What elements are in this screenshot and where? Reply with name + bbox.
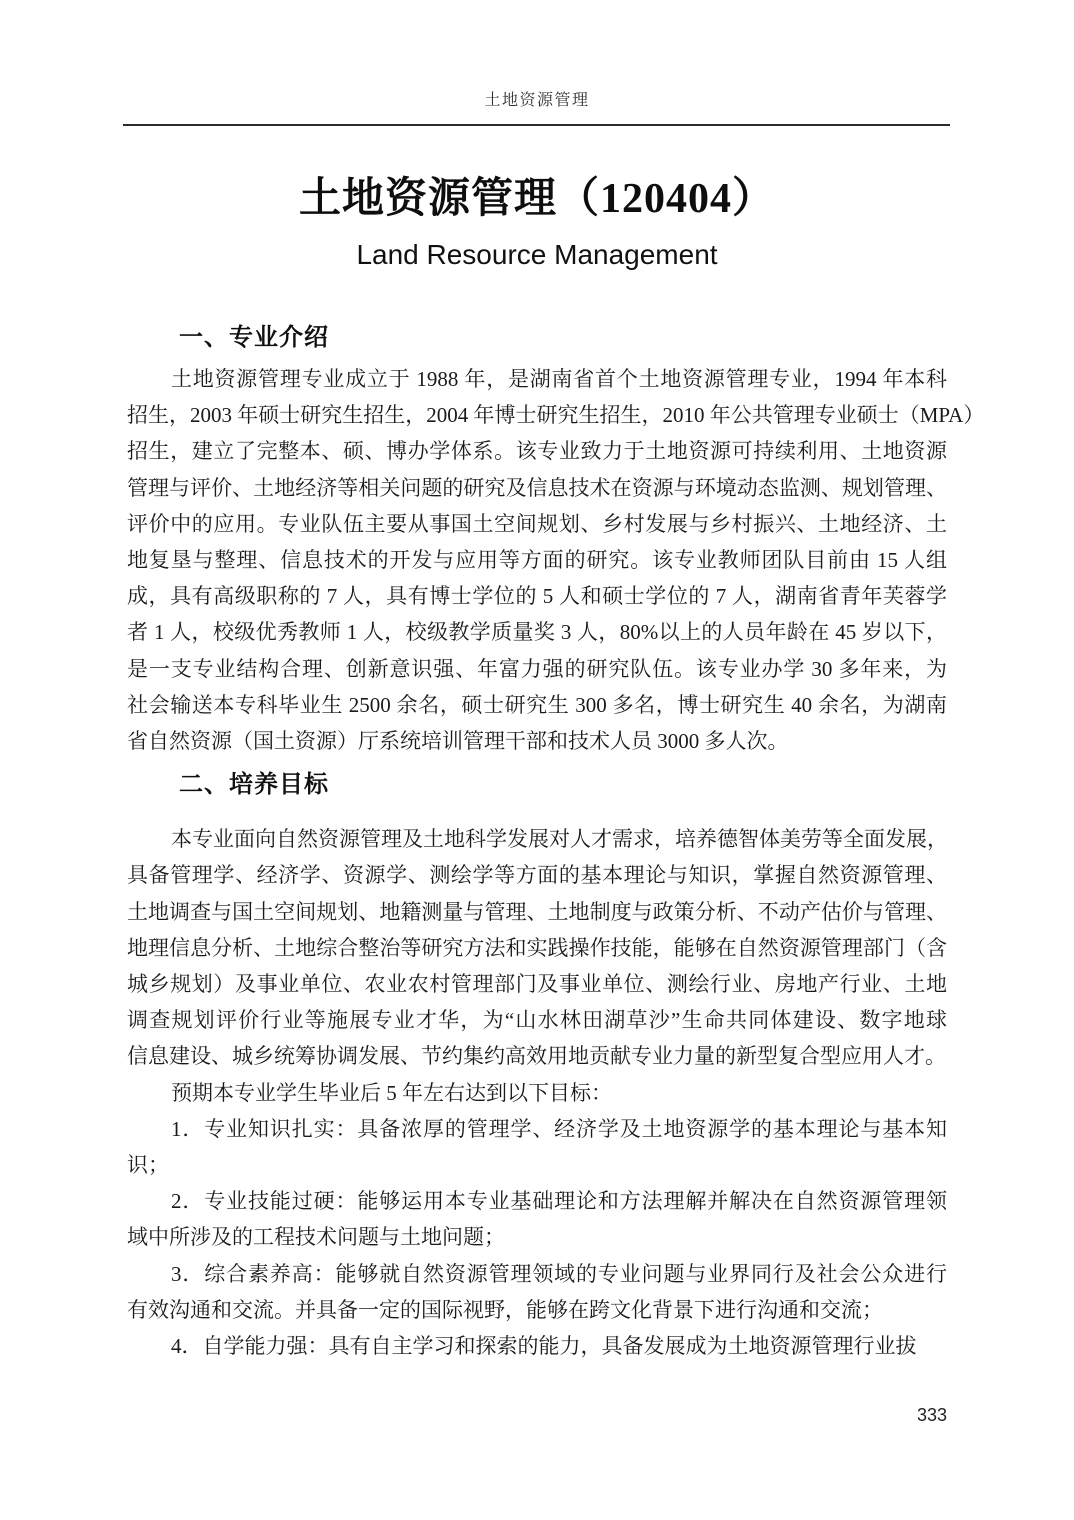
text-line: 者 1 人，校级优秀教师 1 人，校级教学质量奖 3 人，80%以上的人员年龄在 45 岁以下， <box>127 620 947 645</box>
text-line: 土地资源管理专业成立于 1988 年，是湖南省首个土地资源管理专业，1994 年本科 <box>171 367 947 391</box>
text-line: 2．专业技能过硬：能够运用本专业基础理论和方法理解并解决在自然资源管理领 <box>171 1189 947 1214</box>
text-line: 3．综合素养高：能够就自然资源管理领域的专业问题与业界同行及社会公众进行 <box>171 1261 947 1286</box>
running-header: 土地资源管理 <box>484 92 590 109</box>
text-line: 本专业面向自然资源管理及土地科学发展对人才需求，培养德智体美劳等全面发展， <box>171 827 948 852</box>
page-subtitle: Land Resource Management <box>356 239 718 270</box>
section-introduction <box>127 324 985 759</box>
list-item-2 <box>127 1183 947 1255</box>
list-item-3 <box>127 1256 947 1328</box>
text-line: 地复垦与整理、信息技术的开发与应用等方面的研究。该专业教师团队目前由 15 人组 <box>127 548 947 573</box>
text-line: 招生，2003 年硕士研究生招生，2004 年博士研究生招生，2010 年公共管理专业硕士（MPA） <box>127 403 985 428</box>
list-item-1 <box>127 1111 947 1183</box>
text-line: 是一支专业结构合理、创新意识强、年富力强的研究队伍。该专业办学 30 多年来，为 <box>127 656 947 681</box>
header-rule <box>123 124 950 126</box>
text-line: 信息建设、城乡统筹协调发展、节约集约高效用地贡献专业力量的新型复合型应用人才。 <box>127 1044 946 1069</box>
text-line: 有效沟通和交流。并具备一定的国际视野，能够在跨文化背景下进行沟通和交流； <box>127 1297 883 1322</box>
text-line: 调查规划评价行业等施展专业才华，为“山水林田湖草沙”生命共同体建设、数字地球 <box>127 1008 947 1033</box>
text-line: 识； <box>127 1153 169 1178</box>
text-line: 社会输送本专科毕业生 2500 余名，硕士研究生 300 多名，博士研究生 40 余名，为湖南 <box>127 692 947 717</box>
text-line: 省自然资源（国土资源）厅系统培训管理干部和技术人员 3000 多人次。 <box>127 729 789 754</box>
text-line: 评价中的应用。专业队伍主要从事国土空间规划、乡村发展与乡村振兴、土地经济、土 <box>127 511 947 536</box>
paragraph <box>127 1075 947 1111</box>
page-number: 333 <box>916 1405 947 1425</box>
page-title: 土地资源管理（120404） <box>298 176 775 222</box>
text-line: 城乡规划）及事业单位、农业农村管理部门及事业单位、测绘行业、房地产行业、土地 <box>127 972 947 997</box>
paragraph <box>127 361 985 759</box>
text-line: 土地调查与国土空间规划、地籍测量与管理、土地制度与政策分析、不动产估价与管理、 <box>127 899 947 924</box>
text-line: 管理与评价、土地经济等相关问题的研究及信息技术在资源与环境动态监测、规划管理、 <box>127 475 947 500</box>
section-training-objectives <box>127 771 947 1364</box>
section-heading-training-objectives: 二、培养目标 <box>179 771 329 799</box>
list-item-4 <box>127 1328 947 1364</box>
paragraph <box>127 821 947 1074</box>
text-line: 1．专业知识扎实：具备浓厚的管理学、经济学及土地资源学的基本理论与基本知 <box>171 1116 947 1141</box>
text-line: 域中所涉及的工程技术问题与土地问题； <box>127 1225 505 1250</box>
text-line: 具备管理学、经济学、资源学、测绘学等方面的基本理论与知识，掌握自然资源管理、 <box>127 863 947 888</box>
text-line: 地理信息分析、土地综合整治等研究方法和实践操作技能，能够在自然资源管理部门（含 <box>127 935 947 960</box>
page-content <box>127 0 985 1364</box>
text-line: 预期本专业学生毕业后 5 年左右达到以下目标： <box>171 1080 612 1105</box>
text-line: 招生，建立了完整本、硕、博办学体系。该专业致力于土地资源可持续利用、土地资源 <box>127 439 947 464</box>
section-heading-introduction: 一、专业介绍 <box>179 324 329 351</box>
text-line: 成，具有高级职称的 7 人，具有博士学位的 5 人和硕士学位的 7 人，湖南省青年芙蓉学 <box>127 584 947 609</box>
text-line: 4．自学能力强：具有自主学习和探索的能力，具备发展成为土地资源管理行业拔 <box>171 1334 917 1359</box>
